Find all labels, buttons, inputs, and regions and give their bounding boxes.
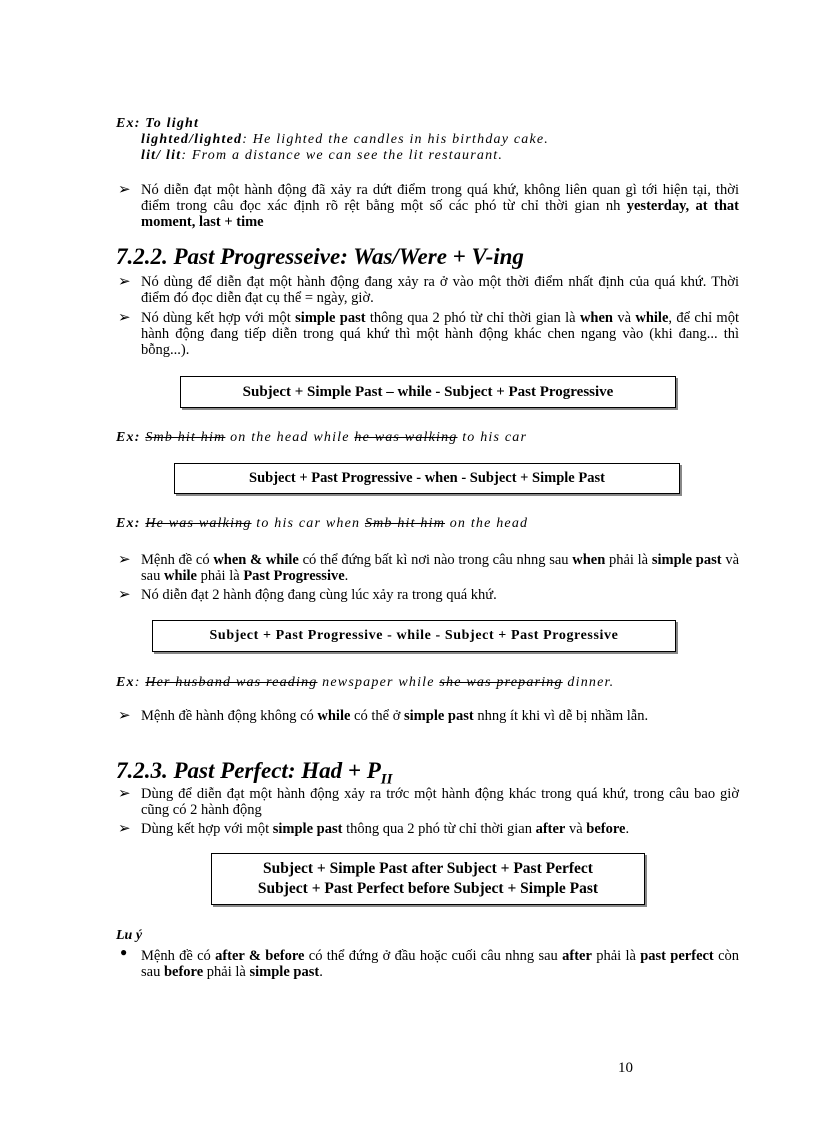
bold-term: before: [586, 821, 626, 837]
text: Mệnh đề hành động không có: [141, 708, 314, 724]
bullet-paragraph: [141, 708, 739, 724]
example-line-lit: [141, 148, 503, 164]
arrow-bullet-icon: ➢: [118, 708, 131, 724]
example-line: [116, 430, 527, 446]
bold-term: simple past: [249, 964, 320, 980]
bullet-paragraph: [141, 182, 739, 230]
text: có thể ở: [354, 708, 401, 724]
example-label: Ex:: [116, 430, 141, 445]
formula-line: Subject + Simple Past after Subject + Past Perfect: [263, 860, 593, 877]
example-heading: Ex: To light: [116, 116, 200, 131]
arrow-bullet-icon: ➢: [118, 552, 131, 568]
text: có thể đứng bất kì nơi nào trong câu nhng sau: [302, 552, 569, 568]
arrow-bullet-icon: ➢: [118, 587, 131, 603]
dot-bullet-icon: ●: [120, 945, 128, 959]
formula-box-when: Subject + Past Progressive - when - Subject + Simple Past: [174, 463, 680, 494]
text: phải là: [596, 948, 636, 964]
bullet-paragraph: Dùng để diễn đạt một hành động xảy ra trớc một hành động khác trong quá khứ, trong câu bao giờ cũng có 2 hành động: [141, 786, 739, 818]
text: nhng ít khi vì dễ bị nhầm lẫn.: [477, 708, 649, 724]
example-text: dinner.: [567, 675, 615, 690]
bullet-paragraph: Dùng kết hợp với một simple past thông qua 2 phó từ chỉ thời gian after và before.: [141, 821, 630, 837]
bullet-paragraph: Mệnh đề có when & while có thể đứng bất kì nơi nào trong câu nhng sau when phải là simple past và sau while phải là Past Progressive.: [141, 552, 739, 584]
example-text: :: [134, 675, 141, 690]
bullet-paragraph: [141, 310, 739, 358]
bold-term: before: [163, 964, 204, 980]
example-line-lighted: [141, 132, 549, 148]
bold-term: simple past: [295, 310, 366, 326]
note-label: Lu ý: [116, 928, 143, 943]
text: và: [617, 310, 632, 326]
text: phải là: [206, 964, 246, 980]
text: Nó dùng kết hợp với một: [141, 310, 291, 326]
example-text: newspaper while: [322, 675, 435, 690]
text: phải là: [608, 552, 649, 568]
bullet-paragraph: Nó dùng để diễn đạt một hành động đang xảy ra ở vào một thời điểm nhất định của quá khứ. Thời điểm đó đọc diễn đạt cụ thể = ngày, giờ.: [141, 274, 739, 306]
struck-phrase: he was walking: [354, 430, 458, 445]
arrow-bullet-icon: ➢: [118, 310, 131, 326]
struck-phrase: Her husband was reading: [145, 675, 318, 690]
bold-term: Past Progressive: [243, 568, 345, 584]
struck-phrase: Smb hit him: [145, 430, 226, 445]
text: Mệnh đề có: [141, 948, 211, 964]
formula-box-while: Subject + Simple Past – while - Subject + Past Progressive: [180, 376, 676, 408]
struck-phrase: she was preparing: [439, 675, 563, 690]
bold-term: after & before: [215, 948, 305, 964]
text: Dùng kết hợp với một: [141, 821, 270, 837]
bold-term: while: [163, 568, 197, 584]
arrow-bullet-icon: ➢: [118, 821, 131, 837]
text: phải là: [200, 568, 240, 584]
example-line: [116, 675, 614, 691]
example-text: to his car: [462, 430, 528, 445]
example-text: on the head: [449, 516, 529, 531]
verb-form: lit/ lit: [141, 148, 182, 163]
formula-box-past-perfect: [211, 853, 645, 905]
example-text: on the head while: [230, 430, 350, 445]
example-label: Ex: [116, 675, 135, 690]
example-sentence: : He lighted the candles in his birthday cake.: [242, 132, 549, 147]
formula-line: Subject + Past Perfect before Subject + Simple Past: [257, 880, 599, 897]
verb-form: lighted/lighted: [141, 132, 243, 147]
arrow-bullet-icon: ➢: [118, 274, 131, 290]
text: và: [568, 821, 583, 837]
bold-term: simple past: [404, 708, 474, 724]
bold-term: when: [579, 310, 613, 326]
struck-phrase: Smb hit him: [364, 516, 446, 531]
bullet-paragraph: Mệnh đề có after & before có thể đứng ở đầu hoặc cuối câu nhng sau after phải là past perfect còn sau before phải là simple past.: [141, 948, 739, 980]
heading-subscript: II: [380, 771, 393, 788]
bold-term: when: [572, 552, 606, 568]
text: còn sau: [141, 948, 739, 980]
text: thông qua 2 phó từ chỉ thời gian là: [369, 310, 576, 326]
heading-text: 7.2.3. Past Perfect: Had + P: [116, 758, 381, 783]
page-number: 10: [618, 1060, 633, 1076]
arrow-bullet-icon: ➢: [118, 786, 131, 802]
bullet-paragraph: Nó diễn đạt 2 hành động đang cùng lúc xảy ra trong quá khứ.: [141, 587, 497, 603]
example-sentence: : From a distance we can see the lit restaurant.: [181, 148, 504, 163]
arrow-bullet-icon: ➢: [118, 182, 131, 198]
bold-term: after: [535, 821, 566, 837]
bullet-text: Nó diễn đạt một hành động đã xảy ra dứt điểm trong quá khứ, không liên quan gì tới hiện tại, thời điểm trong câu đọc xác định rõ rệt bằng một số các phó từ chỉ thời gian nh: [141, 182, 739, 214]
struck-phrase: He was walking: [145, 516, 252, 531]
text: thông qua 2 phó từ chỉ thời gian: [346, 821, 532, 837]
bold-term: after: [562, 948, 592, 964]
bold-term: while: [635, 310, 669, 326]
example-label: Ex:: [116, 516, 141, 531]
text: Mệnh đề có: [141, 552, 210, 568]
section-heading-7-2-3: [116, 758, 392, 789]
bold-term: past perfect: [640, 948, 714, 964]
formula-box-while-progressive: Subject + Past Progressive - while - Subject + Past Progressive: [152, 620, 676, 652]
text: , để chỉ một hành động đang tiếp diễn trong quá khứ thì một hành động khác chen ngang vào (khi đang... thì bỗng...).: [141, 310, 739, 358]
bold-term: simple past: [272, 821, 343, 837]
example-line: [116, 516, 528, 532]
section-heading-7-2-2: 7.2.2. Past Progresseive: Was/Were + V-ing: [116, 244, 524, 269]
bold-term: simple past: [651, 552, 722, 568]
bold-term: when & while: [213, 552, 299, 568]
bold-term: while: [317, 708, 351, 724]
example-text: to his car when: [256, 516, 361, 531]
bold-term: yesterday, at that moment, last + time: [141, 198, 740, 230]
text: và sau: [141, 552, 739, 584]
text: có thể đứng ở đầu hoặc cuối câu nhng sau: [308, 948, 558, 964]
